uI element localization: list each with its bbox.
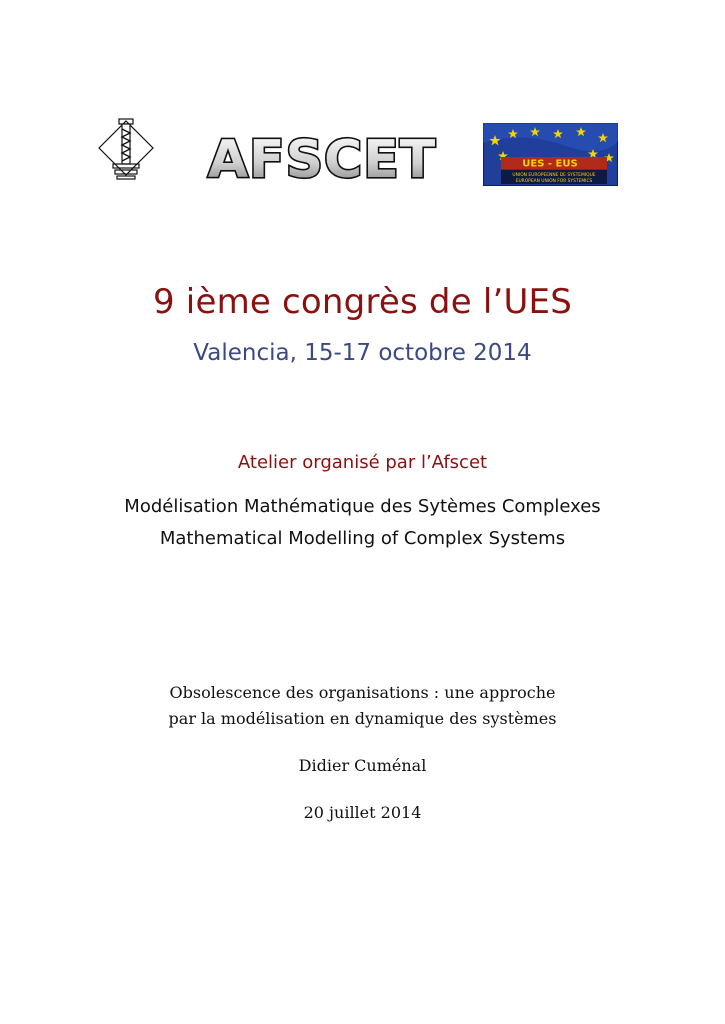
paper-date: 20 juillet 2014 — [303, 803, 422, 822]
congress-title: 9 ième congrès de l’UES — [152, 282, 573, 322]
ues-eus-logo — [483, 123, 618, 186]
paper-title-line1: Obsolescence des organisations : une approche — [169, 683, 556, 702]
ues-eus-logo-text: UES - EUS — [522, 158, 578, 170]
afscet-logo-text: AFSCET — [207, 130, 437, 188]
workshop-topic-fr: Modélisation Mathématique des Sytèmes Complexes — [124, 496, 601, 517]
workshop-heading: Atelier organisé par l’Afscet — [237, 452, 488, 473]
systemics-logo-icon — [95, 117, 157, 181]
workshop-topic-en: Mathematical Modelling of Complex Systems — [159, 528, 566, 549]
paper-title-line2: par la modélisation en dynamique des systèmes — [168, 709, 557, 728]
ues-eus-logo-line1: UNION EUROPEENNE DE SYSTEMIQUE — [512, 173, 596, 178]
ues-eus-logo-line2: EUROPEAN UNION FOR SYSTEMICS — [515, 179, 593, 184]
paper-author: Didier Cuménal — [298, 756, 427, 775]
afscet-logo — [200, 128, 445, 188]
congress-location-dates: Valencia, 15-17 octobre 2014 — [193, 340, 532, 366]
